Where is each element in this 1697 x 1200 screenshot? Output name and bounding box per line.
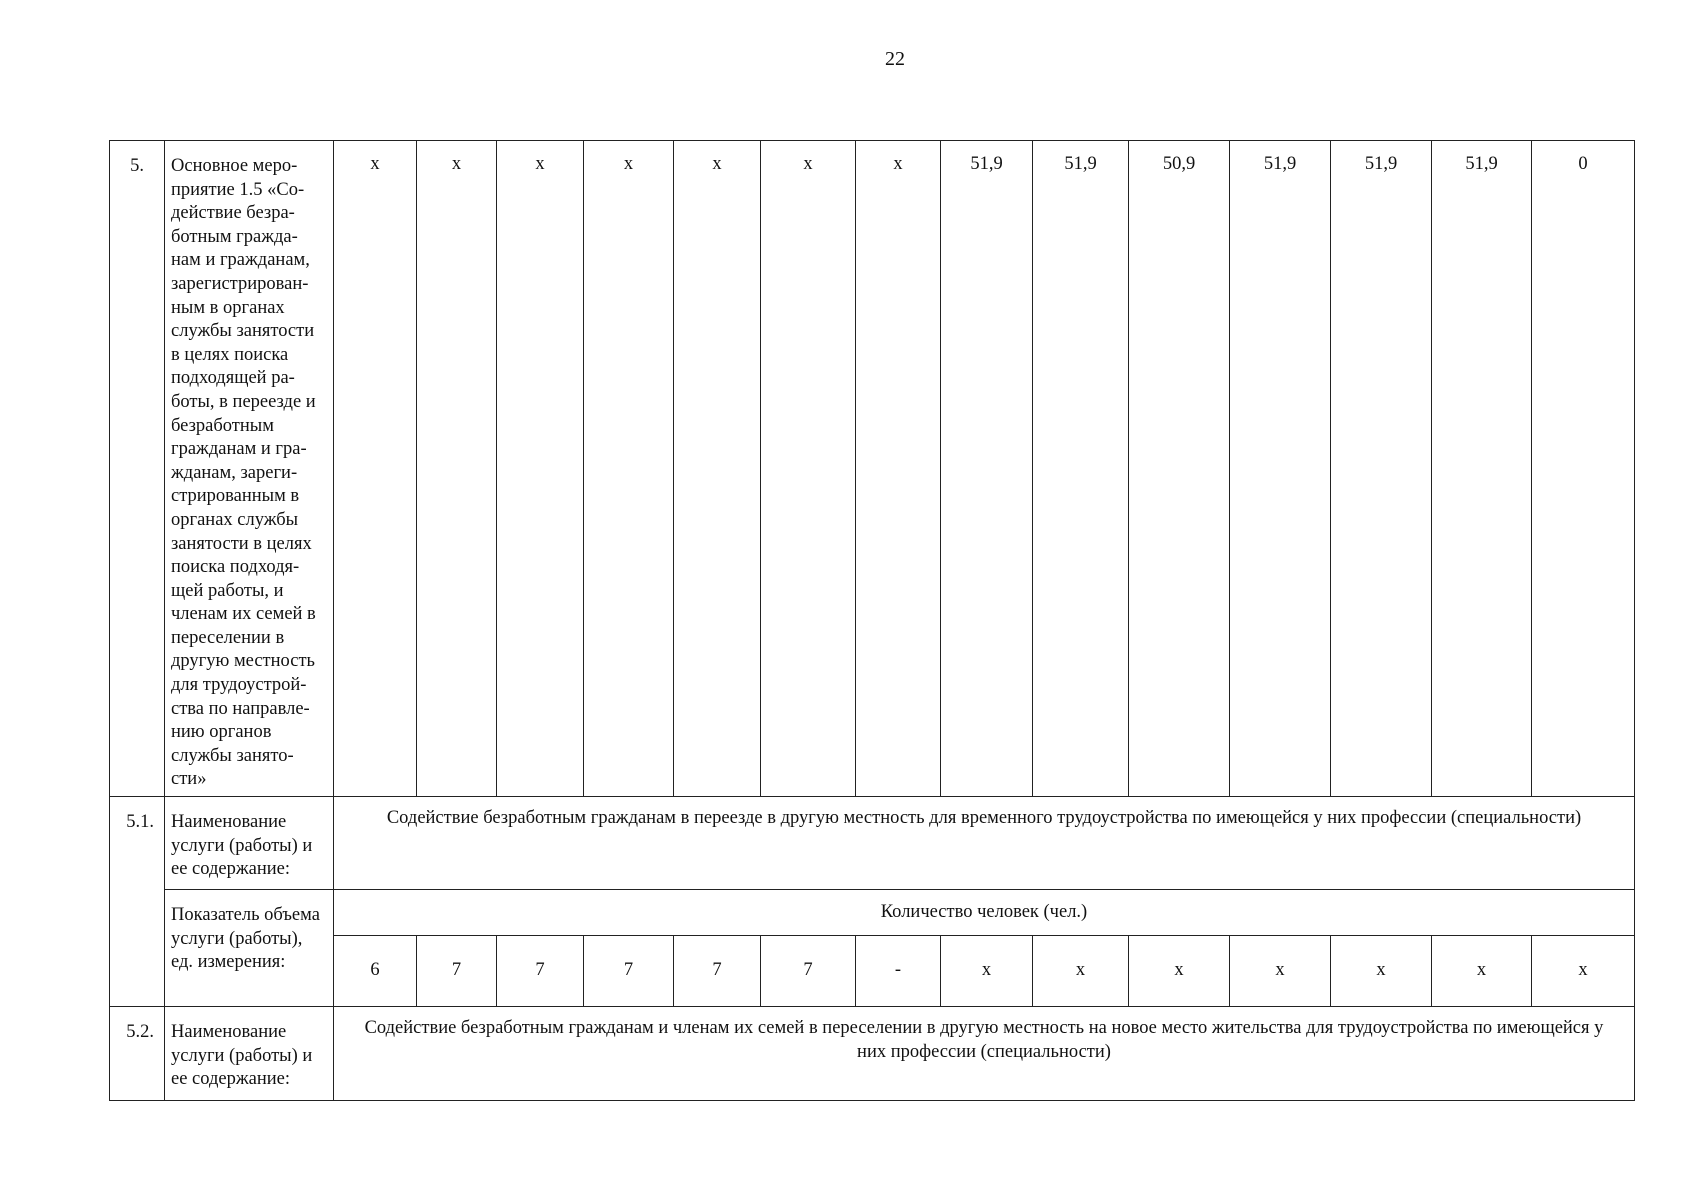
value-cell: 50,9 <box>1129 141 1230 797</box>
description-line: службы занятости <box>171 321 315 342</box>
row-number: 5. <box>110 141 165 797</box>
value-cell: 0 <box>1532 141 1635 797</box>
value-cell: 7 <box>674 936 761 1007</box>
program-table <box>109 140 1635 1101</box>
table-row-5 <box>110 141 1635 797</box>
value-cell: х <box>1432 936 1532 1007</box>
table-row-5-1-unit <box>110 890 1635 936</box>
value-cell: 51,9 <box>941 141 1033 797</box>
description-line: ботным гражда- <box>171 226 298 247</box>
value-cell: х <box>1129 936 1230 1007</box>
description-line: переселении в <box>171 627 285 648</box>
description-line: членам их семей в <box>171 604 316 625</box>
description-line: стрированным в <box>171 486 300 507</box>
value-cell: 7 <box>761 936 856 1007</box>
description-line: Основное меро- <box>171 156 298 176</box>
row-number: 5.1. <box>110 797 165 1007</box>
description-line: ным в органах <box>171 297 285 318</box>
value-cell: 6 <box>334 936 417 1007</box>
description-line: приятие 1.5 «Со- <box>171 179 305 200</box>
measure-description <box>165 141 334 797</box>
value-cell: 51,9 <box>1033 141 1129 797</box>
unit-text: Количество человек (чел.) <box>334 890 1635 936</box>
description-line: нам и гражданам, <box>171 250 310 271</box>
value-cell: 7 <box>417 936 497 1007</box>
value-cell: 7 <box>584 936 674 1007</box>
service-name-label: Наименование услуги (работы) и ее содержание: <box>165 797 334 890</box>
page-number: 22 <box>885 48 905 70</box>
table-row-5-2-name <box>110 1007 1635 1101</box>
value-cell: 51,9 <box>1331 141 1432 797</box>
indicator-label: Показатель объема услуги (работы), ед. измерения: <box>165 890 334 1007</box>
description-line: безработным <box>171 415 274 436</box>
description-line: для трудоустрой- <box>171 675 307 696</box>
description-line: органах службы <box>171 509 299 530</box>
description-line: службы занято- <box>171 745 294 766</box>
value-cell: х <box>674 141 761 797</box>
value-cell: 51,9 <box>1432 141 1532 797</box>
description-line: боты, в переезде и <box>171 391 316 412</box>
value-cell: х <box>497 141 584 797</box>
description-line: сти» <box>171 769 207 790</box>
value-cell: х <box>1230 936 1331 1007</box>
description-line: гражданам и гра- <box>171 439 307 460</box>
value-cell: х <box>1331 936 1432 1007</box>
value-cell: 51,9 <box>1230 141 1331 797</box>
service-name-text: Содействие безработным гражданам и членам их семей в переселении в другую местность на новое место жительства для трудоустройства по имеющейся у них профессии (специальности) <box>334 1007 1635 1101</box>
description-line: ства по направле- <box>171 698 310 719</box>
description-line: щей работы, и <box>171 580 284 601</box>
value-cell: х <box>584 141 674 797</box>
description-line: занятости в целях <box>171 533 312 554</box>
value-cell: х <box>1532 936 1635 1007</box>
description-line: в целях поиска <box>171 344 289 365</box>
value-cell: 7 <box>497 936 584 1007</box>
value-cell: х <box>334 141 417 797</box>
row-number: 5.2. <box>110 1007 165 1101</box>
table-row-5-1-values <box>110 936 1635 1007</box>
description-line: жданам, зареги- <box>171 462 298 483</box>
description-line: действие безра- <box>171 203 295 224</box>
table-row-5-1-name <box>110 797 1635 890</box>
value-cell: х <box>941 936 1033 1007</box>
service-name-text: Содействие безработным гражданам в переезде в другую местность для временного трудоустройства по имеющейся у них профессии (специальности) <box>334 797 1635 890</box>
value-cell: х <box>417 141 497 797</box>
value-cell: х <box>856 141 941 797</box>
description-line: зарегистрирован- <box>171 273 309 294</box>
description-line: подходящей ра- <box>171 368 295 389</box>
description-line: поиска подходя- <box>171 557 300 578</box>
service-name-label: Наименование услуги (работы) и ее содержание: <box>165 1007 334 1101</box>
description-line: другую местность <box>171 651 315 672</box>
value-cell: - <box>856 936 941 1007</box>
description-line: нию органов <box>171 722 272 743</box>
value-cell: х <box>761 141 856 797</box>
value-cell: х <box>1033 936 1129 1007</box>
